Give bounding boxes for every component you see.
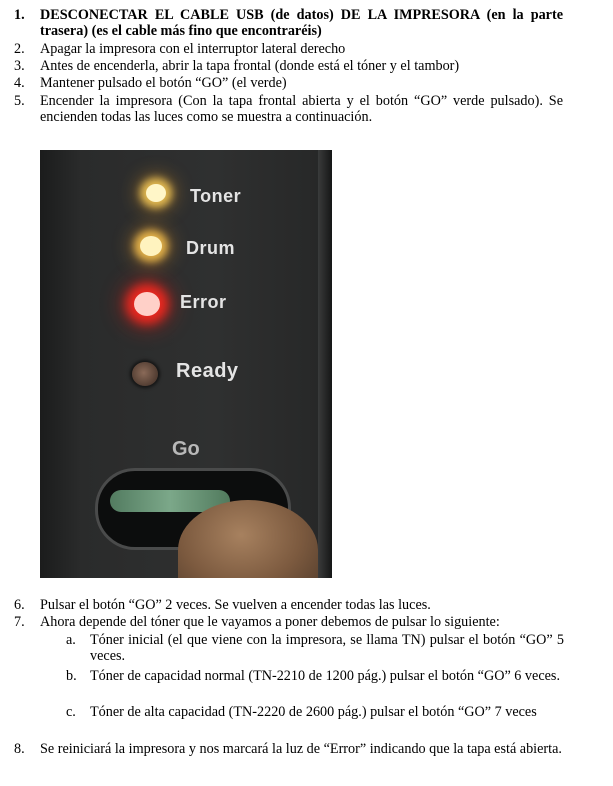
step-text: Mantener pulsado el botón “GO” (el verde)	[40, 75, 287, 91]
substep-text: Tóner de alta capacidad (TN-2220 de 2600 pág.) pulsar el botón “GO” 7 veces	[90, 704, 537, 720]
step-text: Pulsar el botón “GO” 2 veces. Se vuelven a encender todas las luces.	[40, 597, 431, 613]
step-text: Ahora depende del tóner que le vayamos a poner debemos de pulsar lo siguiente:	[40, 614, 500, 630]
substep-text: Tóner de capacidad normal (TN-2210 de 1200 pág.) pulsar el botón “GO” 6 veces.	[90, 668, 560, 684]
drum-led-icon	[140, 236, 162, 256]
step-number: 5.	[14, 93, 25, 109]
printer-edge	[318, 150, 332, 578]
step-number: 7.	[14, 614, 25, 630]
step-number: 6.	[14, 597, 25, 613]
step-number: 8.	[14, 741, 25, 757]
substep-text: Tóner inicial (el que viene con la impresora, se llama TN) pulsar el botón “GO” 5 veces.	[90, 632, 564, 664]
drum-label: Drum	[186, 238, 236, 258]
ready-label: Ready	[176, 360, 239, 382]
toner-label: Toner	[190, 186, 242, 206]
step-number: 1.	[14, 7, 25, 23]
substep-letter: a.	[66, 632, 76, 648]
step-text: DESCONECTAR EL CABLE USB (de datos) DE LA IMPRESORA (en la parte trasera) (es el cable más fino que encontraréis)	[40, 7, 563, 39]
ready-led-icon	[132, 362, 158, 386]
error-label: Error	[180, 292, 227, 312]
step-number: 3.	[14, 58, 25, 74]
error-led-icon	[134, 292, 160, 316]
step-text: Apagar la impresora con el interruptor lateral derecho	[40, 41, 346, 57]
step-text: Encender la impresora (Con la tapa frontal abierta y el botón “GO” verde pulsado). Se encienden todas las luces como se muestra a continuación.	[40, 93, 563, 125]
toner-led-icon	[146, 184, 166, 202]
step-text: Se reiniciará la impresora y nos marcará la luz de “Error” indicando que la tapa está abierta.	[40, 741, 562, 757]
printer-panel-photo	[40, 150, 332, 578]
substep-letter: b.	[66, 668, 77, 684]
substep-letter: c.	[66, 704, 76, 720]
step-number: 2.	[14, 41, 25, 57]
step-number: 4.	[14, 75, 25, 91]
step-text: Antes de encenderla, abrir la tapa frontal (donde está el tóner y el tambor)	[40, 58, 460, 74]
go-label: Go	[172, 438, 200, 460]
